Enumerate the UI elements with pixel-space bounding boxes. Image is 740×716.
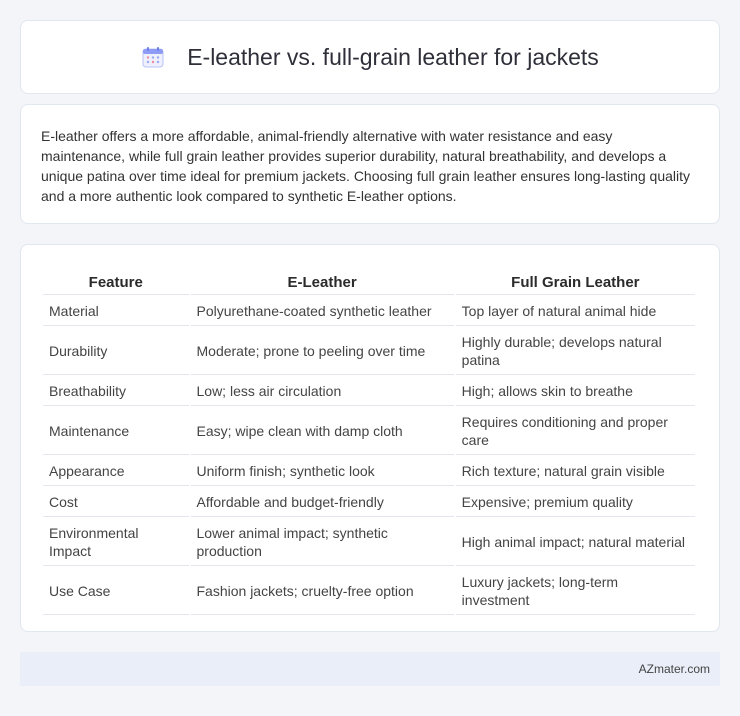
comparison-table	[41, 265, 697, 615]
feature-cell: Durability	[43, 326, 189, 375]
table-row	[43, 326, 695, 375]
full-grain-cell: Requires conditioning and proper care	[456, 406, 695, 455]
header-e-leather: E-Leather	[191, 265, 454, 295]
table-row	[43, 517, 695, 566]
full-grain-cell: Expensive; premium quality	[456, 486, 695, 517]
e-leather-cell: Affordable and budget-friendly	[191, 486, 454, 517]
table-row	[43, 375, 695, 406]
table-row	[43, 406, 695, 455]
e-leather-cell: Fashion jackets; cruelty-free option	[191, 566, 454, 615]
full-grain-cell: Highly durable; develops natural patina	[456, 326, 695, 375]
feature-cell: Cost	[43, 486, 189, 517]
feature-cell: Maintenance	[43, 406, 189, 455]
e-leather-cell: Lower animal impact; synthetic production	[191, 517, 454, 566]
full-grain-cell: High; allows skin to breathe	[456, 375, 695, 406]
full-grain-cell: Top layer of natural animal hide	[456, 295, 695, 326]
full-grain-cell: High animal impact; natural material	[456, 517, 695, 566]
title-wrap	[141, 44, 599, 71]
table-row	[43, 455, 695, 486]
feature-cell: Breathability	[43, 375, 189, 406]
e-leather-cell: Low; less air circulation	[191, 375, 454, 406]
e-leather-cell: Uniform finish; synthetic look	[191, 455, 454, 486]
feature-cell: Use Case	[43, 566, 189, 615]
header-feature: Feature	[43, 265, 189, 295]
e-leather-cell: Moderate; prone to peeling over time	[191, 326, 454, 375]
feature-cell: Appearance	[43, 455, 189, 486]
header-full-grain: Full Grain Leather	[456, 265, 695, 295]
feature-cell: Environmental Impact	[43, 517, 189, 566]
e-leather-cell: Polyurethane-coated synthetic leather	[191, 295, 454, 326]
footer	[20, 652, 720, 686]
calendar-icon	[141, 45, 165, 69]
table-row	[43, 486, 695, 517]
comparison-card	[20, 244, 720, 632]
e-leather-cell: Easy; wipe clean with damp cloth	[191, 406, 454, 455]
title-card	[20, 20, 720, 94]
intro-card	[20, 104, 720, 224]
table-row	[43, 295, 695, 326]
full-grain-cell: Luxury jackets; long-term investment	[456, 566, 695, 615]
table-row	[43, 566, 695, 615]
full-grain-cell: Rich texture; natural grain visible	[456, 455, 695, 486]
table-header-row	[43, 265, 695, 295]
feature-cell: Material	[43, 295, 189, 326]
page-title: E-leather vs. full-grain leather for jackets	[187, 43, 599, 70]
footer-site-label: AZmater.com	[638, 662, 710, 676]
intro-paragraph: E-leather offers a more affordable, animal-friendly alternative with water resistance and easy maintenance, while full grain leather provides superior durability, natural breathability, and develops a unique patina over time ideal for premium jackets. Choosing full grain leather ensures long-lasting quality and a more authentic look compared to synthetic E-leather options.	[41, 128, 691, 204]
